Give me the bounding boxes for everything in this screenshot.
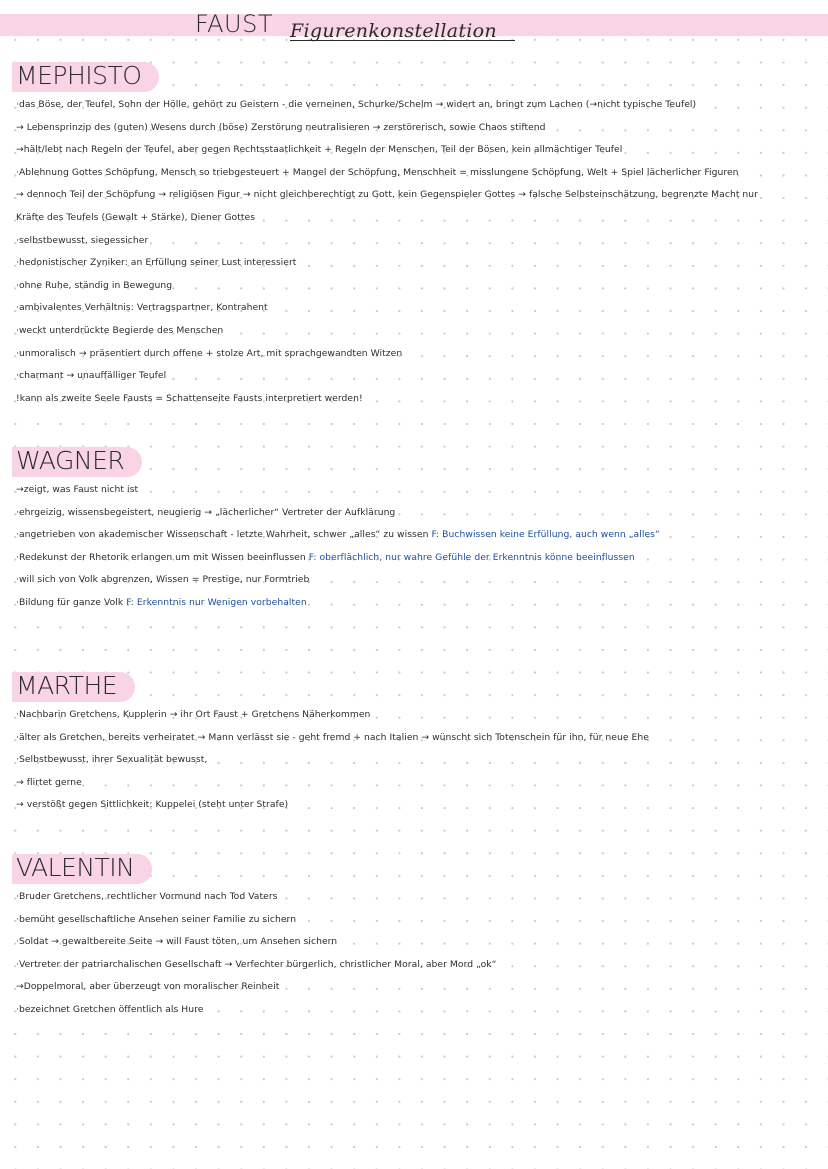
- note-line: ·charmant → unauffälliger Teufel: [16, 370, 167, 382]
- section-heading: WAGNER: [12, 445, 128, 477]
- note-line: ·bemüht gesellschaftliche Ansehen seiner Familie zu sichern: [16, 913, 297, 925]
- note-line: ·hedonistischer Zyniker: an Erfüllung seiner Lust interessiert: [16, 257, 297, 269]
- section-heading: MARTHE: [12, 670, 121, 702]
- page-subtitle: Figurenkonstellation: [290, 20, 497, 42]
- page-title: FAUST: [195, 10, 273, 38]
- note-line: → Lebensprinzip des (guten) Wesens durch (böse) Zerstörung neutralisieren → zerstörerisch, sowie Chaos stiftend: [16, 121, 546, 133]
- note-line: ·Ablehnung Gottes Schöpfung, Mensch so triebgesteuert + Mangel der Schöpfung, Menschheit = misslungene Schöpfung, Welt + Spiel lächerlicher Figuren: [16, 166, 739, 178]
- note-line: → verstößt gegen Sittlichkeit: Kuppelei (steht unter Strafe): [16, 799, 289, 811]
- note-line: ·Selbstbewusst, ihrer Sexualität bewusst,: [16, 754, 208, 766]
- section-heading: MEPHISTO: [12, 60, 145, 92]
- note-list: [0, 479, 828, 615]
- note-line: ·ambivalentes Verhältnis: Vertragspartner, Kontrahent: [16, 302, 268, 314]
- note-list: [0, 94, 828, 410]
- section-valentin: [0, 852, 828, 1022]
- section-marthe: [0, 670, 828, 817]
- note-list: [0, 704, 828, 817]
- section-wagner: [0, 445, 828, 615]
- note-line: → flirtet gerne: [16, 776, 82, 788]
- section-heading: VALENTIN: [12, 852, 138, 884]
- note-line: ·Soldat → gewaltbereite Seite → will Faust töten, um Ansehen sichern: [16, 936, 338, 948]
- note-line: ·will sich von Volk abgrenzen, Wissen = Prestige, nur Formtrieb: [16, 574, 310, 586]
- note-line: →zeigt, was Faust nicht ist: [16, 484, 139, 495]
- note-text: ·Bildung für ganze Volk: [16, 596, 124, 608]
- note-line: ·Nachbarin Gretchens, Kupplerin → ihr Ort Faust + Gretchens Näherkommen: [16, 709, 371, 720]
- note-line: !kann als zweite Seele Fausts = Schattenseite Fausts interpretiert werden!: [16, 392, 363, 404]
- note-line: Kräfte des Teufels (Gewalt + Stärke), Diener Gottes: [16, 211, 256, 223]
- note-line: [0, 547, 828, 570]
- faust-comparison-note: F: Buchwissen keine Erfüllung, auch wenn „alles“: [428, 529, 660, 541]
- note-line: ·ehrgeizig, wissensbegeistert, neugierig → „lächerlicher“ Vertreter der Aufklärung: [16, 506, 396, 518]
- note-line: →Doppelmoral, aber überzeugt von moralischer Reinheit: [16, 981, 280, 993]
- note-line: [0, 524, 828, 547]
- note-line: ·das Böse, der Teufel, Sohn der Hölle, gehört zu Geistern - die verneinen, Schurke/Schelm → widert an, bringt zum Lachen (→nicht typische Teufel): [16, 99, 697, 110]
- note-line: → dennoch Teil der Schöpfung → religiösen Figur → nicht gleichberechtigt zu Gott, kein Gegenspieler Gottes → falsche Selbsteinschätzung, begrenzte Macht nur: [16, 189, 759, 201]
- note-line: ·älter als Gretchen, bereits verheiratet → Mann verlässt sie - geht fremd + nach Italien → wünscht sich Totenschein für ihn, für neue Ehe: [16, 731, 649, 743]
- note-text: ·angetrieben von akademischer Wissenschaft - letzte Wahrheit, schwer „alles“ zu wissen: [16, 529, 429, 541]
- note-list: [0, 886, 828, 1022]
- faust-comparison-note: F: Erkenntnis nur Wenigen vorbehalten: [123, 596, 307, 608]
- note-line: ·selbstbewusst, siegessicher: [16, 234, 149, 246]
- note-line: [0, 592, 828, 615]
- note-line: ·bezeichnet Gretchen öffentlich als Hure: [16, 1003, 204, 1015]
- note-line: ·unmoralisch → präsentiert durch offene + stolze Art, mit sprachgewandten Witzen: [16, 347, 403, 359]
- section-mephisto: [0, 60, 828, 410]
- note-line: ·weckt unterdrückte Begierde des Menschen: [16, 324, 224, 336]
- note-line: ·Vertreter der patriarchalischen Gesellschaft → Verfechter bürgerlich, christlicher Moral, aber Mord „ok“: [16, 958, 497, 970]
- note-text: ·Redekunst der Rhetorik erlangen um mit Wissen beeinflussen: [16, 551, 306, 563]
- faust-comparison-note: F: oberflächlich, nur wahre Gefühle der Erkenntnis könne beeinflussen: [305, 551, 635, 563]
- note-line: ·ohne Ruhe, ständig in Bewegung: [16, 279, 173, 291]
- note-line: ·Bruder Gretchens, rechtlicher Vormund nach Tod Vaters: [16, 891, 278, 902]
- note-line: →hält/lebt nach Regeln der Teufel, aber gegen Rechtsstaatlichkeit + Regeln der Menschen, Teil der Bösen, kein allmächtiger Teufel: [16, 144, 623, 156]
